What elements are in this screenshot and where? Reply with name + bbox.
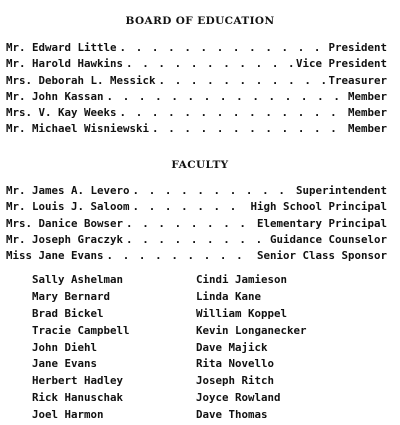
board-member-row (6, 122, 387, 138)
board-member-row (6, 74, 387, 90)
faculty-member: Jane Evans (32, 357, 98, 371)
administrator-name: Mr. James A. Levero (6, 184, 130, 197)
administrator-row (6, 184, 387, 200)
administrator-role: Senior Class Sponsor (256, 249, 387, 263)
board-roster (6, 41, 387, 139)
dot-leader (133, 200, 248, 213)
administrator-row (6, 233, 387, 249)
faculty-member: Rick Hanuschak (32, 391, 124, 405)
dot-leader (159, 74, 326, 87)
faculty-heading: FACULTY (171, 159, 229, 171)
faculty-member: Linda Kane (196, 289, 262, 303)
board-member-name: Mr. Edward Little (6, 41, 117, 54)
board-member-row (6, 90, 387, 106)
faculty-member: Rita Novello (196, 357, 275, 371)
dot-leader (120, 106, 345, 119)
faculty-member: Kevin Longanecker (196, 323, 307, 337)
board-member-name: Mr. John Kassan (6, 89, 104, 103)
board-member-row (6, 106, 387, 122)
faculty-member: Dave Majick (196, 340, 268, 354)
administrator-row (6, 200, 387, 216)
dot-leader (126, 217, 254, 230)
board-member-role: Member (347, 122, 387, 136)
dot-leader (107, 90, 345, 103)
dot-leader (120, 41, 326, 54)
administrator-role: Superintendent (295, 184, 387, 197)
faculty-member: Mary Bernard (32, 289, 111, 303)
faculty-list-left (32, 273, 130, 425)
board-member-row (6, 57, 387, 73)
administrator-roster (6, 184, 387, 265)
board-member-role: Vice President (295, 57, 387, 71)
faculty-member: Joyce Rowland (196, 391, 281, 405)
administrator-role: Elementary Principal (256, 216, 387, 230)
faculty-member: Joseph Ritch (196, 374, 275, 388)
dot-leader (133, 184, 293, 197)
board-heading: BOARD OF EDUCATION (125, 15, 275, 27)
faculty-member: Brad Bickel (32, 306, 104, 320)
board-member-row (6, 41, 387, 57)
administrator-name: Mrs. Danice Bowser (6, 216, 124, 230)
dot-leader (107, 249, 254, 262)
faculty-member: William Koppel (196, 306, 288, 320)
faculty-member: John Diehl (32, 340, 98, 354)
administrator-role: Guidance Counselor (269, 232, 387, 246)
board-member-role: Member (347, 106, 387, 120)
faculty-member: Dave Thomas (196, 408, 268, 422)
administrator-name: Miss Jane Evans (6, 249, 104, 263)
faculty-member: Herbert Hadley (32, 374, 124, 388)
board-member-role: Treasurer (328, 73, 387, 87)
board-member-name: Mrs. Deborah L. Messick (6, 73, 156, 87)
board-member-name: Mr. Michael Wisniewski (6, 122, 150, 136)
administrator-row (6, 249, 387, 265)
board-member-role: Member (347, 89, 387, 103)
dot-leader (126, 233, 267, 246)
faculty-member: Cindi Jamieson (196, 273, 288, 286)
faculty-member: Sally Ashelman (32, 273, 124, 286)
administrator-name: Mr. Louis J. Saloom (6, 200, 130, 214)
faculty-member: Joel Harmon (32, 408, 104, 422)
administrator-role: High School Principal (250, 200, 387, 214)
board-member-name: Mrs. V. Kay Weeks (6, 106, 117, 120)
faculty-list-right (196, 273, 307, 425)
administrator-row (6, 217, 387, 233)
dot-leader (152, 122, 345, 135)
dot-leader (126, 57, 293, 70)
faculty-member: Tracie Campbell (32, 323, 130, 337)
administrator-name: Mr. Joseph Graczyk (6, 232, 124, 246)
board-member-role: President (328, 41, 387, 54)
board-member-name: Mr. Harold Hawkins (6, 57, 124, 71)
